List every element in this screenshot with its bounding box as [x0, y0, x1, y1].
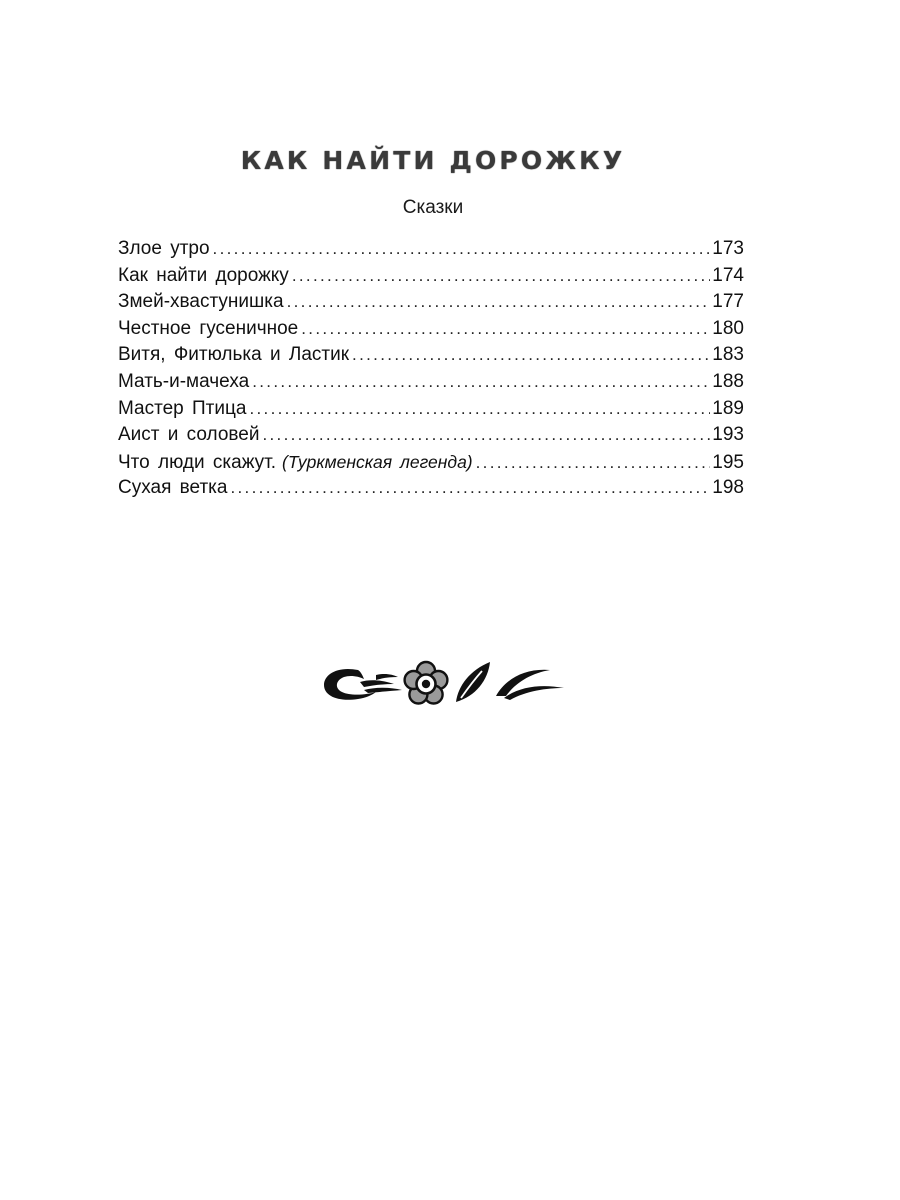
- section-title: КАК НАЙТИ ДОРОЖКУ: [240, 146, 626, 175]
- toc-entry-title: Аист и соловей: [118, 424, 260, 446]
- flower-leaf-flourish-icon: [320, 654, 568, 712]
- toc-dot-leader: [292, 263, 710, 290]
- toc-entry-page: 183: [712, 344, 744, 366]
- toc-entry-title: Сухая ветка: [118, 477, 228, 499]
- toc-entry-title: Честное гусеничное: [118, 317, 299, 339]
- toc-entry: [118, 475, 744, 502]
- toc-dot-leader: [213, 236, 711, 263]
- toc-entry-page: 180: [712, 317, 744, 339]
- toc-entry-page: 193: [712, 424, 744, 446]
- table-of-contents: [118, 236, 744, 502]
- toc-entry-page: 177: [712, 291, 744, 313]
- toc-entry-title: Мать-и-мачеха: [118, 370, 250, 392]
- toc-entry: [118, 396, 744, 423]
- toc-entry-title: Мастер Птица: [118, 397, 247, 419]
- toc-dot-leader: [230, 475, 710, 502]
- toc-entry: [118, 289, 744, 316]
- toc-entry: [118, 316, 744, 343]
- toc-entry-title: Витя, Фитюлька и Ластик: [118, 344, 350, 366]
- toc-dot-leader: [301, 316, 710, 343]
- toc-entry-page: 173: [712, 238, 744, 259]
- toc-entry-title: Змей-хвастунишка: [118, 291, 284, 313]
- toc-entry-note: (Туркменская легенда): [282, 451, 473, 472]
- toc-entry: [118, 236, 744, 263]
- toc-dot-leader: [249, 396, 710, 423]
- toc-entry: [118, 342, 744, 369]
- toc-entry-page: 174: [712, 264, 744, 286]
- toc-entry-page: 188: [712, 370, 744, 392]
- toc-dot-leader: [262, 422, 710, 449]
- toc-entry: [118, 449, 744, 476]
- toc-dot-leader: [352, 342, 710, 369]
- toc-dot-leader: [252, 369, 710, 396]
- section-subtitle: Сказки: [402, 197, 464, 218]
- toc-dot-leader: [287, 289, 711, 316]
- toc-entry-title: Злое утро: [118, 238, 210, 259]
- toc-entry-page: 195: [712, 451, 744, 473]
- toc-entry: [118, 422, 744, 449]
- toc-entry-page: 189: [712, 397, 744, 419]
- toc-dot-leader: [476, 450, 711, 476]
- toc-entry: [118, 263, 744, 290]
- toc-entry-title: Что люди скажут. (Туркменская легенда): [118, 451, 473, 473]
- toc-entry: [118, 369, 744, 396]
- toc-entry-title: Как найти дорожку: [118, 264, 289, 286]
- toc-entry-page: 198: [712, 477, 744, 499]
